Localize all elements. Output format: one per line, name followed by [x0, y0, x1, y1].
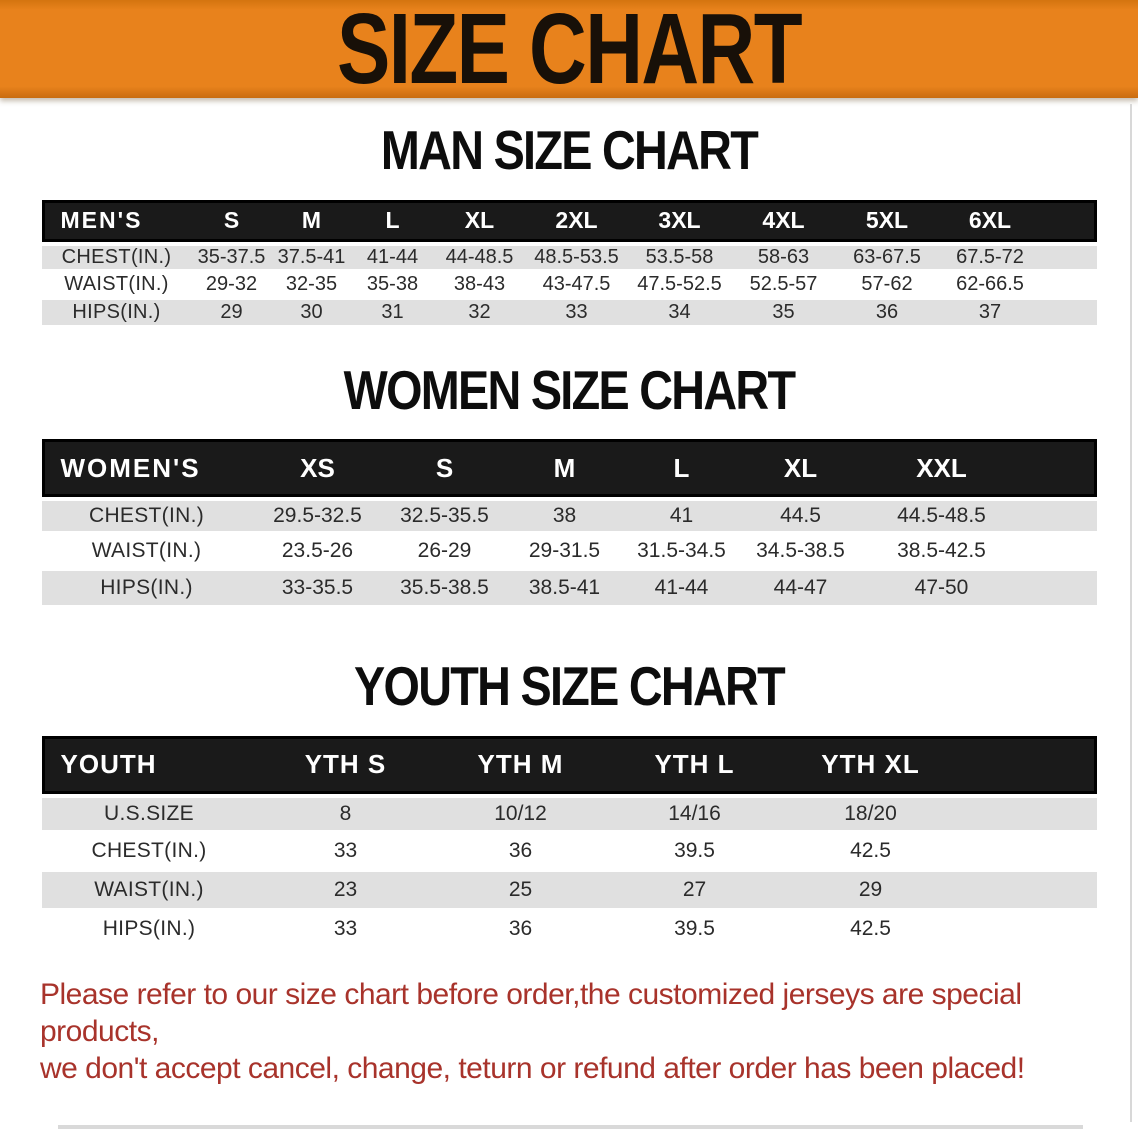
column-header: L: [624, 439, 740, 497]
table-group-label: WOMEN'S: [42, 439, 252, 497]
column-header: YTH S: [257, 736, 435, 794]
table-row: [42, 872, 1097, 911]
size-value-cell: 31.5-34.5: [624, 534, 740, 571]
size-value-cell: 14/16: [607, 794, 783, 833]
size-value-cell: 35.5-38.5: [384, 571, 506, 608]
spacer-cell: [1022, 439, 1097, 497]
size-value-cell: 41-44: [624, 571, 740, 608]
size-value-cell: 30: [272, 300, 352, 328]
table-row: [42, 497, 1097, 534]
size-value-cell: 31: [352, 300, 434, 328]
size-value-cell: 52.5-57: [732, 272, 836, 300]
row-label: U.S.SIZE: [42, 794, 257, 833]
women-size-chart-heading: WOMEN SIZE CHART: [343, 358, 795, 421]
size-value-cell: 42.5: [783, 911, 959, 950]
section-youth: [0, 655, 1138, 950]
column-header: S: [384, 439, 506, 497]
table-row: [42, 833, 1097, 872]
size-value-cell: 29-32: [192, 272, 272, 300]
size-value-cell: 29: [192, 300, 272, 328]
size-value-cell: 47.5-52.5: [628, 272, 732, 300]
size-value-cell: 10/12: [435, 794, 607, 833]
column-header: 5XL: [836, 200, 939, 242]
column-header: XXL: [862, 439, 1022, 497]
size-value-cell: 32.5-35.5: [384, 497, 506, 534]
size-value-cell: 57-62: [836, 272, 939, 300]
men-size-chart-heading: MAN SIZE CHART: [380, 119, 758, 181]
row-label: CHEST(IN.): [42, 497, 252, 534]
size-value-cell: 32-35: [272, 272, 352, 300]
spacer-cell: [1022, 571, 1097, 608]
spacer-cell: [959, 911, 1097, 950]
column-header: L: [352, 200, 434, 242]
size-value-cell: 25: [435, 872, 607, 911]
size-value-cell: 29-31.5: [506, 534, 624, 571]
table-row: [42, 534, 1097, 571]
size-value-cell: 41-44: [352, 242, 434, 272]
column-header: 2XL: [526, 200, 628, 242]
right-edge-line: [1130, 104, 1132, 1122]
women-size-table: [42, 439, 1097, 608]
spacer-cell: [1042, 200, 1097, 242]
size-value-cell: 41: [624, 497, 740, 534]
size-value-cell: 27: [607, 872, 783, 911]
size-value-cell: 62-66.5: [939, 272, 1042, 300]
column-header: M: [272, 200, 352, 242]
disclaimer-line-1: Please refer to our size chart before order,the customized jerseys are special products,: [40, 977, 1022, 1048]
size-value-cell: 38.5-41: [506, 571, 624, 608]
spacer-cell: [1022, 534, 1097, 571]
spacer-cell: [1042, 272, 1097, 300]
men-size-table: [42, 200, 1097, 328]
size-value-cell: 39.5: [607, 911, 783, 950]
size-value-cell: 48.5-53.5: [526, 242, 628, 272]
column-header: XS: [252, 439, 384, 497]
disclaimer-line-2: we don't accept cancel, change, teturn or refund after order has been placed!: [40, 1051, 1025, 1085]
column-header: XL: [740, 439, 862, 497]
size-value-cell: 38: [506, 497, 624, 534]
size-value-cell: 33-35.5: [252, 571, 384, 608]
table-group-label: YOUTH: [42, 736, 257, 794]
size-value-cell: 33: [526, 300, 628, 328]
spacer-cell: [1042, 300, 1097, 328]
size-value-cell: 44.5-48.5: [862, 497, 1022, 534]
table-header-row: [42, 439, 1097, 497]
table-row: [42, 272, 1097, 300]
size-value-cell: 32: [434, 300, 526, 328]
column-header: S: [192, 200, 272, 242]
table-header-row: [42, 736, 1097, 794]
size-value-cell: 26-29: [384, 534, 506, 571]
size-value-cell: 58-63: [732, 242, 836, 272]
size-value-cell: 44.5: [740, 497, 862, 534]
size-value-cell: 37.5-41: [272, 242, 352, 272]
row-label: HIPS(IN.): [42, 911, 257, 950]
column-header: YTH L: [607, 736, 783, 794]
size-value-cell: 42.5: [783, 833, 959, 872]
spacer-cell: [959, 833, 1097, 872]
section-women: [0, 358, 1138, 609]
size-value-cell: 29: [783, 872, 959, 911]
youth-size-table: [42, 736, 1097, 950]
table-group-label: MEN'S: [42, 200, 192, 242]
size-value-cell: 23: [257, 872, 435, 911]
disclaimer: [40, 976, 1100, 1087]
table-row: [42, 794, 1097, 833]
row-label: WAIST(IN.): [42, 872, 257, 911]
spacer-cell: [1022, 497, 1097, 534]
spacer-cell: [959, 872, 1097, 911]
size-value-cell: 38.5-42.5: [862, 534, 1022, 571]
column-header: 3XL: [628, 200, 732, 242]
size-value-cell: 63-67.5: [836, 242, 939, 272]
table-row: [42, 300, 1097, 328]
size-value-cell: 44-47: [740, 571, 862, 608]
size-value-cell: 67.5-72: [939, 242, 1042, 272]
size-value-cell: 35-38: [352, 272, 434, 300]
column-header: 6XL: [939, 200, 1042, 242]
table-header-row: [42, 200, 1097, 242]
size-value-cell: 23.5-26: [252, 534, 384, 571]
size-value-cell: 47-50: [862, 571, 1022, 608]
size-value-cell: 33: [257, 833, 435, 872]
row-label: WAIST(IN.): [42, 272, 192, 300]
size-value-cell: 8: [257, 794, 435, 833]
size-value-cell: 37: [939, 300, 1042, 328]
row-label: HIPS(IN.): [42, 571, 252, 608]
table-row: [42, 571, 1097, 608]
row-label: CHEST(IN.): [42, 833, 257, 872]
size-value-cell: 39.5: [607, 833, 783, 872]
size-value-cell: 33: [257, 911, 435, 950]
column-header: XL: [434, 200, 526, 242]
spacer-cell: [959, 794, 1097, 833]
banner-title: SIZE CHART: [337, 0, 801, 105]
spacer-cell: [1042, 242, 1097, 272]
row-label: WAIST(IN.): [42, 534, 252, 571]
size-value-cell: 36: [435, 833, 607, 872]
column-header: 4XL: [732, 200, 836, 242]
spacer-cell: [959, 736, 1097, 794]
banner: [0, 0, 1138, 105]
size-value-cell: 35: [732, 300, 836, 328]
bottom-hairline: [58, 1125, 1083, 1129]
row-label: CHEST(IN.): [42, 242, 192, 272]
section-men: [0, 119, 1138, 328]
size-value-cell: 35-37.5: [192, 242, 272, 272]
size-value-cell: 29.5-32.5: [252, 497, 384, 534]
size-value-cell: 34: [628, 300, 732, 328]
column-header: M: [506, 439, 624, 497]
column-header: YTH M: [435, 736, 607, 794]
table-row: [42, 911, 1097, 950]
row-label: HIPS(IN.): [42, 300, 192, 328]
size-value-cell: 34.5-38.5: [740, 534, 862, 571]
size-value-cell: 36: [836, 300, 939, 328]
size-value-cell: 36: [435, 911, 607, 950]
size-value-cell: 18/20: [783, 794, 959, 833]
column-header: YTH XL: [783, 736, 959, 794]
size-value-cell: 44-48.5: [434, 242, 526, 272]
youth-size-chart-heading: YOUTH SIZE CHART: [354, 655, 784, 717]
table-row: [42, 242, 1097, 272]
size-value-cell: 53.5-58: [628, 242, 732, 272]
size-value-cell: 38-43: [434, 272, 526, 300]
size-value-cell: 43-47.5: [526, 272, 628, 300]
